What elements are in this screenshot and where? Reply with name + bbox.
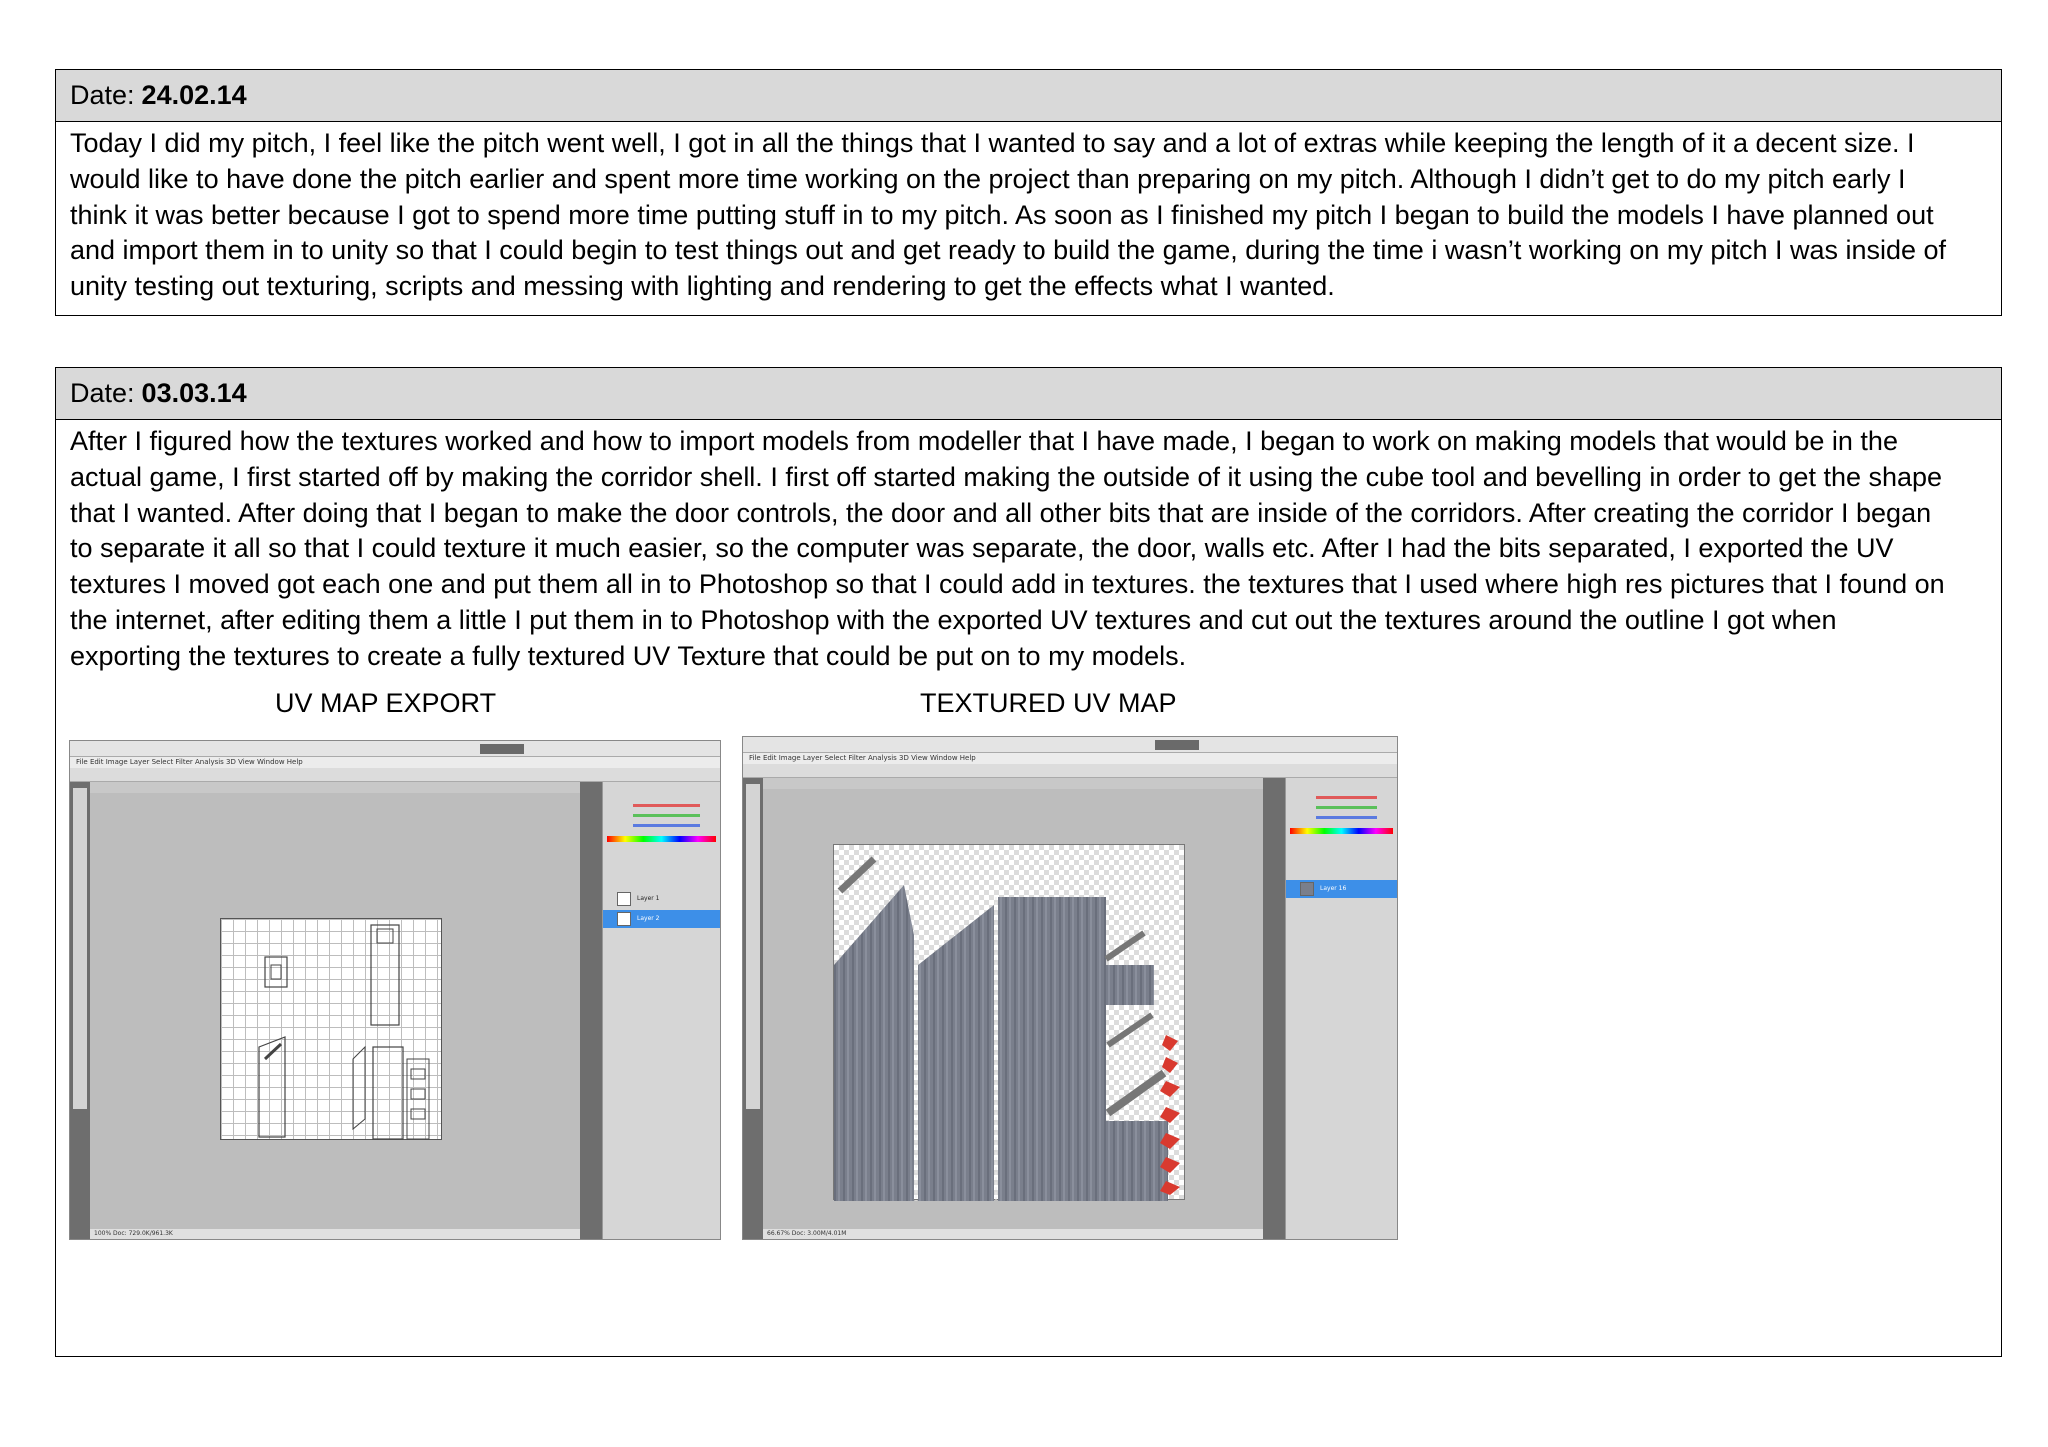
ps-tools-panel: [743, 778, 763, 1239]
text-line: think it was better because I got to spend more time putting stuff in to my pitch. As soon as I finished my pitch I began to build the models I have planned out: [70, 199, 1934, 230]
layer-thumbnail: [617, 892, 631, 906]
ps-options-bar: [70, 768, 720, 782]
color-spectrum: [1290, 828, 1393, 834]
ps-status-bar: 66.67% Doc: 3.00M/4.01M: [763, 1229, 1263, 1239]
ps-status-bar: 100% Doc: 729.0K/961.3K: [90, 1229, 580, 1239]
layer-row-selected: [1286, 880, 1397, 898]
text-line: that I wanted. After doing that I began to make the door controls, the door and all other bits that are inside of the corridors. After creating the corridor I began: [70, 497, 1932, 528]
ps-menubar: File Edit Image Layer Select Filter Analysis 3D View Window Help: [743, 753, 1397, 764]
entry-date: 03.03.14: [141, 378, 247, 408]
ps-panel-dock: [580, 782, 602, 1239]
text-line: exporting the textures to create a fully textured UV Texture that could be put on to my models.: [70, 640, 1187, 671]
journal-entry-1: [55, 69, 2002, 316]
ps-titlebar: [70, 741, 720, 757]
ps-canvas-area: [763, 789, 1263, 1229]
layer-name: Layer 2: [637, 915, 660, 922]
text-line: to separate it all so that I could texture it much easier, so the computer was separate, the door, walls etc. After I had the bits separated, I exported the UV: [70, 533, 1894, 564]
ps-canvas-area: [90, 793, 580, 1229]
ps-tools-panel: [70, 782, 90, 1239]
text-line: and import them in to unity so that I could begin to test things out and get ready to build the game, during the time i wasn’t working on my pitch I was inside of: [70, 235, 1947, 266]
layer-thumbnail: [617, 912, 631, 926]
date-label: Date:: [70, 80, 135, 110]
layer-row-selected: [603, 910, 720, 928]
ps-options-bar: [743, 764, 1397, 778]
textured-uv-drawing: [834, 845, 1186, 1201]
entry-text: [56, 420, 2001, 675]
uv-export-screenshot: [69, 740, 721, 1240]
layer-name: Layer 1: [637, 895, 660, 902]
date-label: Date:: [70, 378, 135, 408]
entry-date: 24.02.14: [141, 80, 247, 110]
layer-name: Layer 16: [1320, 885, 1347, 892]
ps-menubar: File Edit Image Layer Select Filter Analysis 3D View Window Help: [70, 757, 720, 768]
essentials-button: [480, 744, 524, 754]
ps-titlebar: [743, 737, 1397, 753]
entry-text: [56, 122, 2001, 305]
text-line: the internet, after editing them a little I put them in to Photoshop with the exported UV textures and cut out the textures around the outline I got when: [70, 604, 1837, 635]
ps-panel-dock: [1263, 778, 1285, 1239]
ps-panels: [1285, 778, 1397, 1239]
uv-grid-document: [220, 918, 442, 1140]
text-line: Today I did my pitch, I feel like the pitch went well, I got in all the things that I wanted to say and a lot of extras while keeping the length of it a decent size. I: [70, 128, 1915, 158]
text-line: would like to have done the pitch earlier and spent more time working on the project than preparing on my pitch. Although I didn’t get to do my pitch early I: [70, 163, 1906, 194]
text-line: After I figured how the textures worked and how to import models from modeller that I have made, I began to work on making models that would be in the: [70, 426, 1898, 456]
entry-header: [56, 368, 2001, 420]
textured-uv-screenshot: [742, 736, 1398, 1240]
ps-panels: [602, 782, 720, 1239]
text-line: actual game, I first started off by making the corridor shell. I first off started making the outside of it using the cube tool and bevelling in order to get the shape: [70, 461, 1943, 492]
layer-row: [603, 890, 720, 908]
entry-header: [56, 70, 2001, 122]
uv-outline-drawing: [221, 919, 443, 1141]
text-line: textures I moved got each one and put them all in to Photoshop so that I could add in textures. the textures that I used where high res pictures that I found on: [70, 569, 1945, 600]
color-spectrum: [607, 836, 716, 842]
figure-caption-textured-uv: TEXTURED UV MAP: [920, 688, 1177, 718]
figure-caption-uv-export: UV MAP EXPORT: [275, 688, 497, 718]
textured-uv-document: [833, 844, 1185, 1200]
layer-thumbnail: [1300, 882, 1314, 896]
essentials-button: [1155, 740, 1199, 750]
text-line: unity testing out texturing, scripts and messing with lighting and rendering to get the effects what I wanted.: [70, 271, 1335, 302]
